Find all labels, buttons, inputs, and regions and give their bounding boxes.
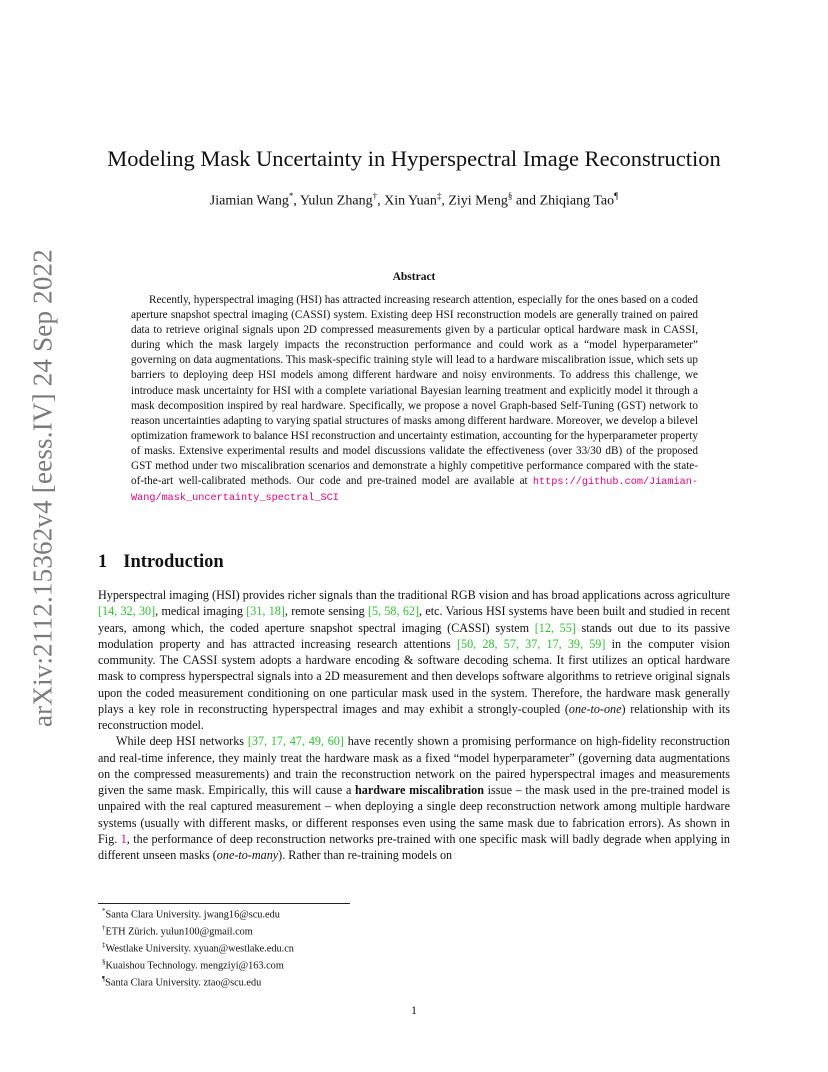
author-name: Xin Yuan [384, 193, 437, 209]
footnote-text: ETH Zürich. yulun100@gmail.com [105, 926, 253, 938]
intro-paragraph [98, 587, 730, 733]
bold-term: hardware miscalibration [355, 783, 484, 797]
footnote-mark: * [102, 907, 106, 915]
author-mark: § [507, 191, 513, 201]
citation-link[interactable]: [37, 17, 47, 49, 60] [247, 734, 344, 749]
section-number: 1 [98, 552, 108, 572]
footnote [98, 973, 294, 990]
citation-link[interactable]: [14, 32, 30] [98, 604, 156, 619]
section-heading [98, 552, 224, 573]
author-mark: † [372, 191, 378, 201]
footnotes [98, 905, 294, 990]
footnote [98, 956, 294, 973]
text-run: have recently shown a promising performance on high-fidelity reconstruction and real-time inference, they mainly treat the hardware mask as a fixed “model hyperparameter” (governing data augmentations on the compressed measurements) and train the reconstruction network on the paired hyperspectral images and measurements given the same mask. Empirically, this will cause a [98, 734, 730, 797]
citation-link[interactable]: [5, 58, 62] [367, 604, 420, 619]
footnote-mark: ‡ [102, 941, 106, 950]
citation-link[interactable]: [50, 28, 57, 37, 17, 39, 59] [457, 636, 606, 651]
footnote [98, 939, 294, 956]
code-repository-link[interactable]: https://github.com/Jiamian-Wang/mask_uncertainty_spectral_SCI [131, 477, 698, 505]
author-name: Jiamian Wang [209, 193, 289, 209]
author-name: Zhiqiang Tao [539, 193, 615, 209]
text-run: , medical imaging [155, 604, 243, 619]
abstract-heading: Abstract [392, 271, 436, 283]
citation-link[interactable]: [12, 55] [534, 620, 576, 635]
page-number: 1 [411, 1003, 417, 1017]
author-name: Ziyi Meng [448, 193, 508, 209]
emphasis: one-to-one [568, 701, 622, 716]
footnote-mark: † [102, 924, 106, 933]
footnote-text: Westlake University. xyuan@westlake.edu.cn [105, 943, 294, 955]
emphasis: one-to-many [216, 848, 279, 862]
author-name: Yulun Zhang [299, 193, 373, 209]
intro-paragraph [98, 733, 730, 863]
text-run: , remote sensing [284, 604, 365, 619]
introduction-body [98, 587, 730, 863]
text-run: in the computer vision community. The CASSI system adopts a hardware encoding & software decoding schema. It first utilizes an optical hardware mask to compress hyperspectral signals into a 2D measurement and then develops software algorithms to retrieve original signals upon the coded measurement conditioning on one particular mask used in the system. Therefore, the hardware mask generally plays a key role in reconstructing hyperspectral images and may exhibit a strongly-coupled ( [98, 636, 730, 716]
text-run: issue – the mask used in the pre-trained model is unpaired with the real captured measurement – when deploying a single deep reconstruction network among multiple hardware systems (usually with different masks, or different responses even using the same mask due to fabrication errors). As shown in Fig. [98, 783, 730, 846]
footnote-text: Santa Clara University. jwang16@scu.edu [105, 909, 280, 921]
text-run: ) relationship with its reconstruction model. [98, 701, 730, 732]
paper-title: Modeling Mask Uncertainty in Hyperspectral Image Reconstruction [107, 146, 721, 171]
figure-link[interactable]: 1 [120, 831, 127, 846]
citation-link[interactable]: [31, 18] [246, 604, 285, 619]
footnote [98, 905, 294, 922]
footnote-divider [98, 903, 350, 904]
footnote-text: Kuaishou Technology. mengziyi@163.com [105, 960, 284, 972]
text-run: While deep HSI networks [116, 734, 245, 749]
author-mark: ¶ [614, 191, 619, 201]
section-title: Introduction [123, 552, 224, 572]
text-run: , etc. Various HSI systems have been built and studied in recent years, among which, the coded aperture snapshot spectral imaging (CASSI) system [98, 604, 730, 635]
author-mark: * [288, 191, 294, 201]
text-run: ). Rather than re-training models on [278, 848, 453, 862]
footnote-mark: § [102, 958, 106, 967]
text-run: stands out due to its passive modulation property and has attracted increasing research attentions [98, 620, 730, 651]
footnote-mark: ¶ [102, 975, 106, 984]
abstract-text: Recently, hyperspectral imaging (HSI) has attracted increasing research attention, especially for the ones based on a coded aperture snapshot spectral imaging (CASSI) system. Existing deep HSI reconstruction models are generally trained on paired data to retrieve original signals upon 2D compressed measurements given by a particular optical hardware mask in CASSI, during which the mask largely impacts the reconstruction performance and could work as a “model hyperparameter” governing on data augmentations. This mask-specific training style will lead to a hardware miscalibration issue, which sets up barriers to deploying deep HSI models among different hardware and noisy environments. To address this challenge, we introduce mask uncertainty for HSI with a complete variational Bayesian learning treatment and explicitly model it through a mask decomposition inspired by real hardware. Specifically, we propose a novel Graph-based Self-Tuning (GST) network to reason uncertainties adapting to varying spatial structures of masks among different hardware. Moreover, we develop a bilevel optimization framework to balance HSI reconstruction and uncertainty estimation, accounting for the hyperparameter property of masks. Extensive experimental results and model discussions validate the effectiveness (over 33/30 dB) of the proposed GST method under two miscalibration scenarios and demonstrate a highly competitive performance compared with the state-of-the-art well-calibrated methods. Our code and pre-trained model are available at [131, 294, 698, 488]
footnote-text: Santa Clara University. ztao@scu.edu [105, 977, 262, 989]
text-run: Hyperspectral imaging (HSI) provides richer signals than the traditional RGB vision and has broad applications across agriculture [98, 588, 730, 602]
author-mark: ‡ [436, 191, 442, 201]
author-list: Jiamian Wang*, Yulun Zhang†, Xin Yuan‡, Ziyi Meng§ and Zhiqiang Tao¶ [209, 191, 619, 209]
text-run: , the performance of deep reconstruction networks pre-trained with one specific mask will badly degrade when applying in different unseen masks ( [98, 831, 730, 862]
arxiv-identifier: arXiv:2112.15362v4 [eess.IV] 24 Sep 2022 [27, 249, 58, 727]
footnote [98, 922, 294, 939]
abstract-body [131, 293, 698, 506]
